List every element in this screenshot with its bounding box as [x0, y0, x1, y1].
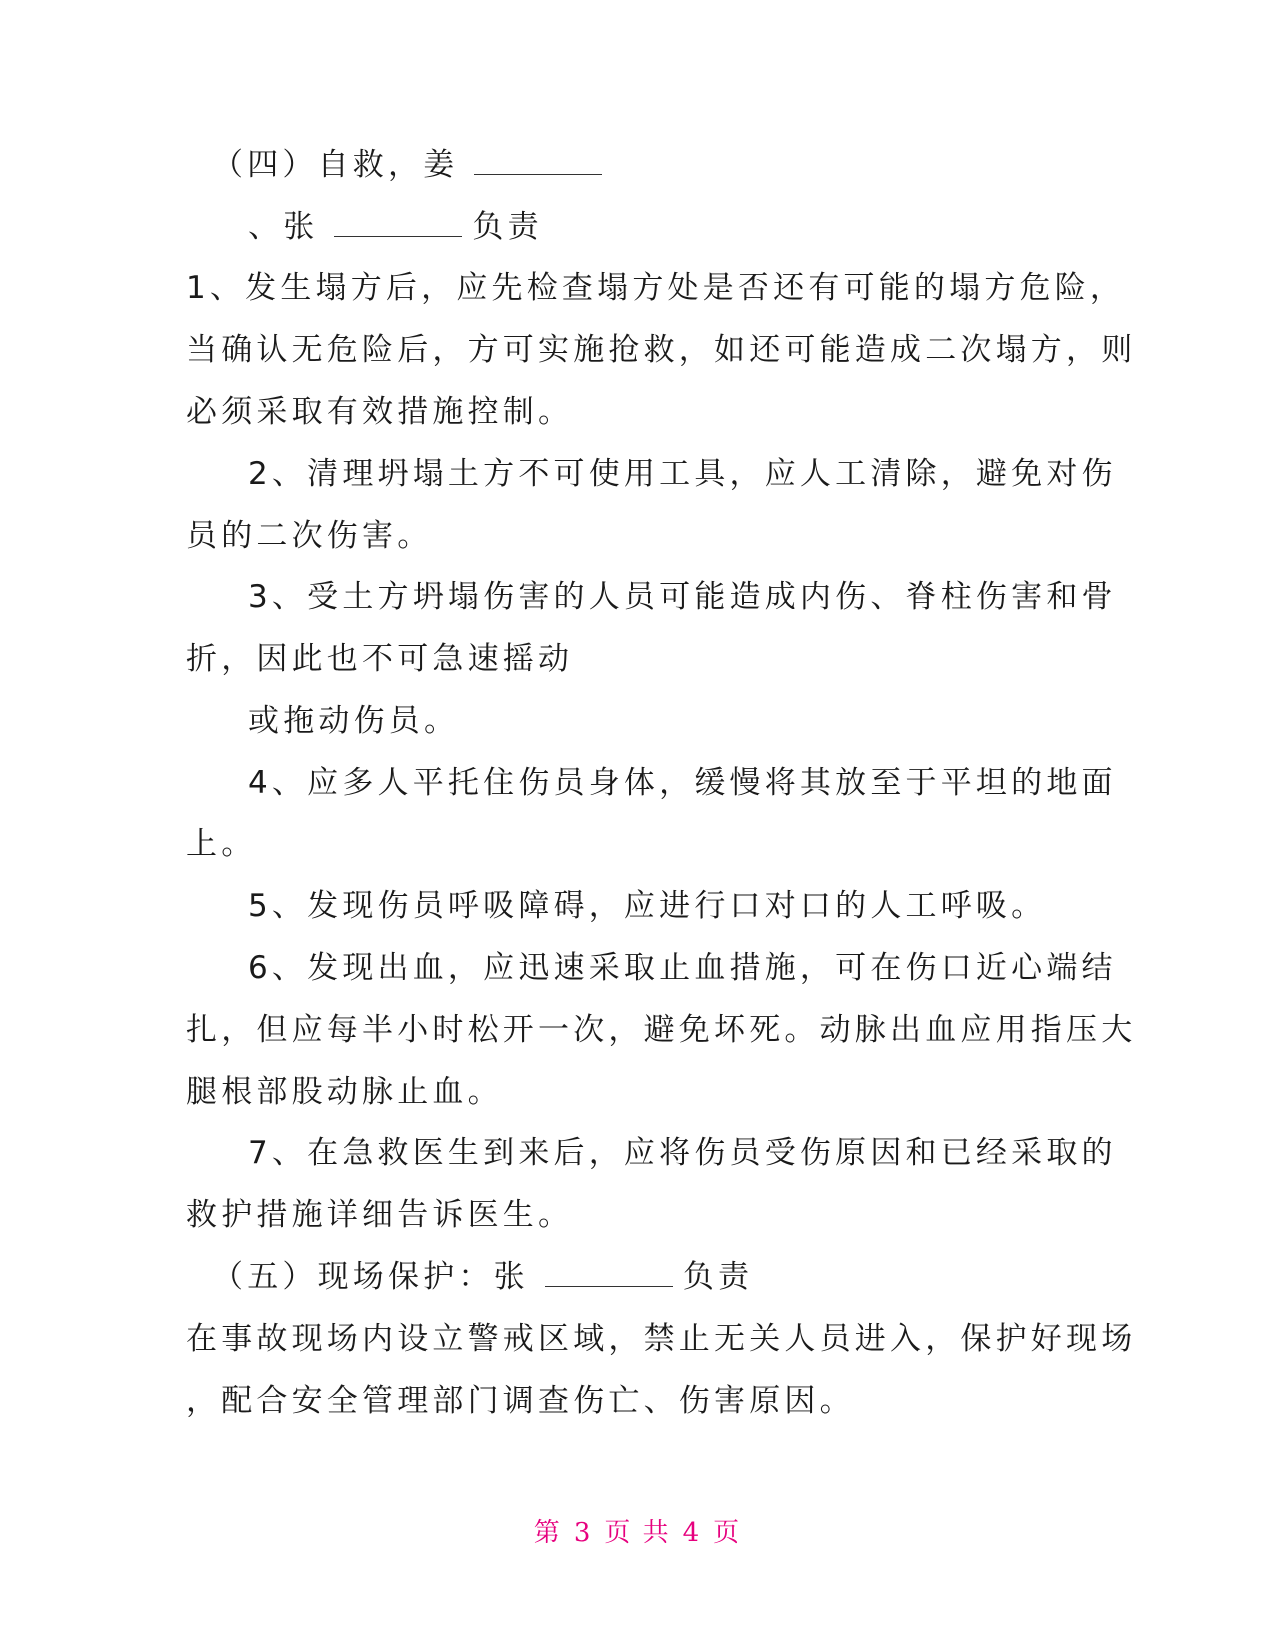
paragraph-line: 员的二次伤害。 [186, 518, 433, 554]
paragraph-line: 2、清理坍塌土方不可使用工具，应人工清除，避免对伤 [248, 456, 1117, 492]
total-page-number: 4 [682, 1518, 702, 1548]
blank-line [334, 214, 462, 237]
blank-line [545, 1264, 673, 1287]
paragraph-line: 折，因此也不可急速摇动 [186, 641, 574, 677]
paragraph-line: 扎，但应每半小时松开一次，避免坏死。动脉出血应用指压大 [186, 1012, 1137, 1048]
section-four-heading: （四）自救，姜 [212, 145, 612, 185]
current-page-number: 3 [573, 1518, 593, 1548]
paragraph-line: 4、应多人平托住伤员身体，缓慢将其放至于平坦的地面 [248, 765, 1117, 801]
paragraph-line: 1、发生塌方后，应先检查塌方处是否还有可能的塌方危险， [186, 270, 1126, 306]
paragraph-line: 必须采取有效措施控制。 [186, 394, 574, 430]
paragraph-line: 或拖动伤员。 [248, 703, 460, 739]
paragraph-line: 3、受土方坍塌伤害的人员可能造成内伤、脊柱伤害和骨 [248, 579, 1117, 615]
paragraph-line: 救护措施详细告诉医生。 [186, 1197, 574, 1233]
section-four-responsible: 、张 负责 [248, 209, 543, 245]
paragraph-line: 5、发现伤员呼吸障碍，应进行口对口的人工呼吸。 [248, 888, 1047, 924]
paragraph-line: 腿根部股动脉止血。 [186, 1074, 503, 1110]
paragraph-line: 上。 [186, 826, 257, 862]
paragraph-line: 6、发现出血，应迅速采取止血措施，可在伤口近心端结 [248, 950, 1117, 986]
paragraph-line: ，配合安全管理部门调查伤亡、伤害原因。 [186, 1383, 855, 1419]
section-five-heading: （五）现场保护：张 负责 [212, 1259, 754, 1295]
blank-line [474, 152, 602, 175]
paragraph-line: 在事故现场内设立警戒区域，禁止无关人员进入，保护好现场 [186, 1321, 1137, 1357]
paragraph-line: 7、在急救医生到来后，应将伤员受伤原因和已经采取的 [248, 1135, 1117, 1171]
paragraph-line: 当确认无危险后，方可实施抢救，如还可能造成二次塌方，则 [186, 332, 1137, 368]
page-footer: 第 3 页 共 4 页 [533, 1518, 742, 1548]
